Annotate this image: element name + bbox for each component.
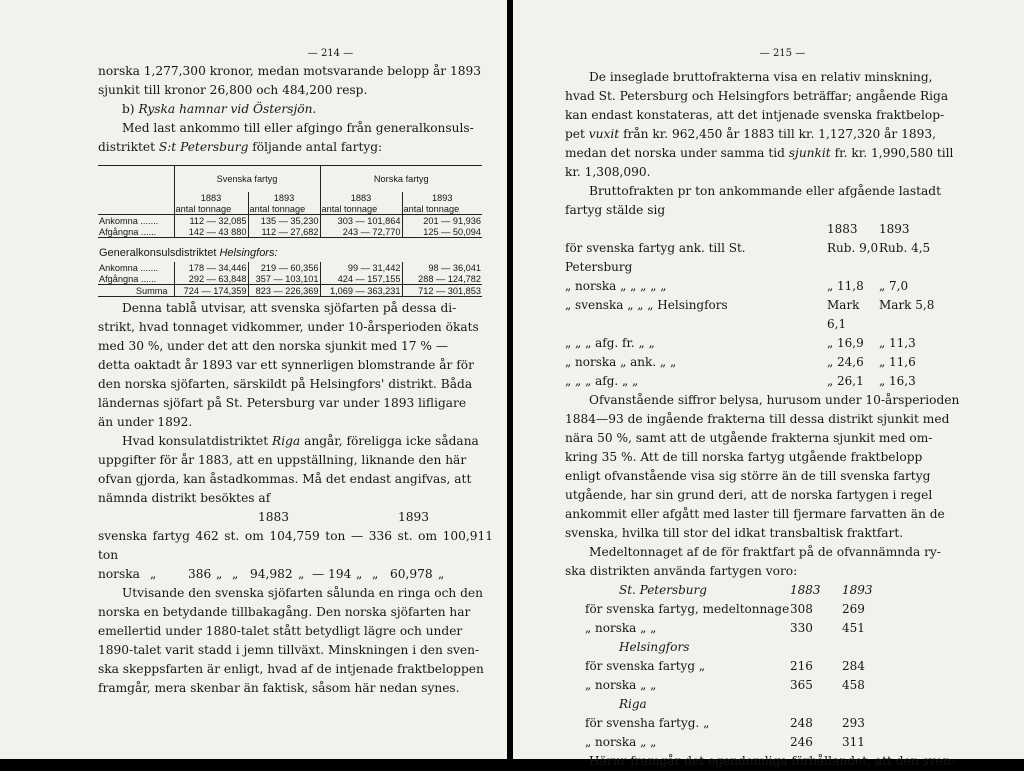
row-label: Afgångna ...... bbox=[98, 226, 174, 238]
value: 284 bbox=[842, 659, 865, 673]
stat-line-norwegian bbox=[98, 565, 493, 584]
table-cell: 142 — 43 880 bbox=[174, 226, 248, 238]
text-line: kan endast konstateras, att det intjenade svenska fraktbelop- bbox=[565, 108, 945, 122]
row-label: „ norska „ „ bbox=[585, 735, 657, 749]
page-number-right: — 215 — bbox=[759, 48, 806, 59]
year-header: 1893 bbox=[402, 192, 482, 203]
text-span: pet bbox=[565, 127, 589, 141]
group-header-norwegian: Norska fartyg bbox=[320, 166, 482, 193]
text-line: ankommit eller afgått med laster till fjermare farvatten än de bbox=[565, 507, 945, 521]
table-cell: 178 — 34,446 bbox=[174, 262, 248, 273]
text-line: ländernas sjöfart på St. Petersburg var under 1893 lifligare bbox=[98, 396, 467, 410]
text-line: svenska, hvilka till stor del idkat transbaltisk fraktfart. bbox=[565, 526, 904, 540]
page-number-left: — 214 — bbox=[307, 48, 354, 59]
table-cell: 201 — 91,936 bbox=[402, 215, 482, 227]
text-line: uppgifter för år 1883, att en uppställning, liknande den här bbox=[98, 453, 467, 467]
rate-label: „ „ „ afg. fr. „ „ bbox=[565, 336, 655, 350]
district-heading: Helsingfors bbox=[619, 640, 690, 654]
group-title-helsingfors bbox=[98, 238, 482, 263]
value bbox=[790, 638, 842, 657]
text-line bbox=[565, 125, 1000, 144]
text-italic: S:t Petersburg bbox=[158, 140, 249, 154]
table-cell: 112 — 27,682 bbox=[248, 226, 320, 238]
freight-rate-table bbox=[565, 220, 1000, 391]
table-cell: 98 — 36,041 bbox=[402, 262, 482, 273]
table-row bbox=[98, 215, 482, 227]
sub-header-antal: antal bbox=[321, 203, 342, 214]
text-line: än under 1892. bbox=[98, 415, 193, 429]
text-line: framgår, mera skenbar än faktisk, såsom här nedan synes. bbox=[98, 681, 460, 695]
years-row bbox=[98, 508, 493, 527]
text-line: norska 1,277,300 kronor, medan motsvarande belopp år 1893 bbox=[98, 64, 481, 78]
text-line: emellertid under 1880-talet stått betydligt lägre och under bbox=[98, 624, 463, 638]
rate-value: Mark 6,1 bbox=[827, 298, 860, 331]
text-line: hvad St. Petersburg och Helsingfors beträffar; angående Riga bbox=[565, 89, 949, 103]
table-cell: 243 — 72,770 bbox=[320, 226, 402, 238]
text-line: Medeltonnaget af de för fraktfart på de ofvannämnda ry- bbox=[589, 545, 941, 559]
mean-tonnage-table bbox=[585, 581, 1000, 752]
text-line: Härur framgår det egendomliga förhållandet, att den sven- bbox=[589, 754, 955, 768]
table-corner bbox=[98, 166, 174, 193]
stat-cell: „ bbox=[150, 567, 157, 581]
text-span: fr. kr. 1,990,580 till bbox=[830, 146, 954, 160]
text-line: utgående, har sin grund deri, att de norska fartygen i regel bbox=[565, 488, 933, 502]
sub-header bbox=[248, 203, 320, 215]
sub-header bbox=[320, 203, 402, 215]
year-label: 1883 bbox=[258, 510, 290, 524]
table-cell: 99 — 31,442 bbox=[320, 262, 402, 273]
rate-label: „ norska „ „ „ „ „ bbox=[565, 279, 667, 293]
table-cell: 125 — 50,094 bbox=[402, 226, 482, 238]
text-line: nära 50 %, samt att de utgående frakterna sjunkit med om- bbox=[565, 431, 933, 445]
text-line: ska skeppsfarten är enligt, hvad af de intjenade fraktbeloppen bbox=[98, 662, 484, 676]
table-row bbox=[98, 262, 482, 273]
year-header: 1883 bbox=[790, 583, 821, 597]
text-line: kr. 1,308,090. bbox=[565, 165, 651, 179]
value: 293 bbox=[842, 716, 865, 730]
value: 458 bbox=[842, 678, 865, 692]
rate-value: „ 11,8 bbox=[827, 279, 864, 293]
text-line bbox=[98, 138, 493, 157]
text-line: Ofvanstående siffror belysa, hurusom under 10-årsperioden bbox=[589, 393, 960, 407]
rate-label: „ norska „ ank. „ „ bbox=[565, 355, 677, 369]
rate-value: „ 11,3 bbox=[879, 336, 916, 350]
value: 246 bbox=[790, 735, 813, 749]
value: 216 bbox=[790, 659, 813, 673]
year-label: 1893 bbox=[398, 510, 430, 524]
right-page bbox=[513, 0, 1024, 768]
sub-header-antal: antal bbox=[175, 203, 196, 214]
spacer bbox=[98, 508, 258, 527]
text-line bbox=[98, 432, 493, 451]
spacer bbox=[761, 353, 827, 372]
row-label: „ norska „ „ bbox=[585, 678, 657, 692]
text-line: enligt ofvanstående visa sig större än de till svenska fartyg bbox=[565, 469, 931, 483]
rate-value: „ 16,9 bbox=[827, 336, 864, 350]
value: 269 bbox=[842, 602, 865, 616]
value: 308 bbox=[790, 602, 813, 616]
rate-value: Rub. 9,0 bbox=[827, 241, 879, 255]
row-label: för svenska fartyg „ bbox=[585, 659, 706, 673]
text-italic: vuxit bbox=[588, 127, 620, 141]
spacer bbox=[761, 277, 827, 296]
text-line: sjunkit till kronor 26,800 och 484,200 resp. bbox=[98, 83, 368, 97]
stat-cell: norska bbox=[98, 567, 140, 581]
group-title-italic: Helsingfors: bbox=[219, 247, 278, 259]
row-label: Ankomna ....... bbox=[99, 215, 159, 226]
stat-cell: — 194 bbox=[312, 567, 352, 581]
rate-label: „ „ „ afg. „ „ bbox=[565, 374, 639, 388]
stat-cell: „ bbox=[438, 567, 445, 581]
text-line: ska distrikten använda fartygen voro: bbox=[565, 564, 798, 578]
text-span: från kr. 962,450 år 1883 till kr. 1,127,320 år 1893, bbox=[619, 127, 936, 141]
stat-cell: „ bbox=[216, 567, 223, 581]
text-line: strikt, hvad tonnaget vidkommer, under 10-årsperioden ökats bbox=[98, 320, 479, 334]
row-label: Ankomna ....... bbox=[99, 262, 159, 273]
left-page bbox=[0, 0, 507, 759]
sub-header bbox=[402, 203, 482, 215]
stat-cell: 60,978 bbox=[390, 567, 433, 581]
district-heading: Riga bbox=[619, 697, 647, 711]
stat-line-swedish: svenska fartyg 462 st. om 104,759 ton — 336 st. om 100,911 ton bbox=[98, 529, 493, 562]
stat-cell: „ bbox=[356, 567, 363, 581]
text-italic: Riga bbox=[272, 434, 301, 448]
group-header-swedish: Svenska fartyg bbox=[174, 166, 320, 193]
row-label: Summa bbox=[98, 285, 174, 297]
text-line: med 30 %, under det att den norska sjunkit med 17 % — bbox=[98, 339, 449, 353]
district-heading: St. Petersburg bbox=[619, 583, 707, 597]
table-cell: 712 — 301,853 bbox=[402, 285, 482, 297]
spacer bbox=[761, 220, 827, 239]
table-cell: 135 — 35,230 bbox=[248, 215, 320, 227]
year-header: 1883 bbox=[827, 222, 858, 236]
stat-cell: „ bbox=[372, 567, 379, 581]
row-label: Afgångna ...... bbox=[98, 273, 174, 285]
rate-value: „ 7,0 bbox=[879, 279, 909, 293]
rate-label: „ svenska „ „ „ Helsingfors bbox=[565, 298, 728, 312]
spacer bbox=[761, 296, 827, 334]
text-span: angår, föreligga icke sådana bbox=[300, 434, 479, 448]
spacer bbox=[761, 334, 827, 353]
value: 248 bbox=[790, 716, 813, 730]
table-cell: 292 — 63,848 bbox=[174, 273, 248, 285]
sub-header-tonnage: tonnage bbox=[344, 203, 378, 214]
year-header: 1893 bbox=[842, 583, 873, 597]
text-span: medan det norska under samma tid bbox=[565, 146, 789, 160]
value bbox=[842, 638, 894, 657]
spacer bbox=[761, 239, 827, 277]
value: 330 bbox=[790, 621, 813, 635]
section-heading-b bbox=[98, 100, 493, 119]
stat-cell: 386 bbox=[188, 567, 212, 581]
text-line: De inseglade bruttofrakterna visa en relativ minskning, bbox=[589, 70, 933, 84]
table-row bbox=[98, 226, 482, 238]
shipping-table bbox=[98, 165, 482, 297]
row-label: för svenska fartyg, medeltonnage bbox=[585, 602, 790, 616]
group-title-text: Generalkonsulsdistriktet bbox=[99, 247, 220, 259]
sub-header-antal: antal bbox=[403, 203, 424, 214]
spacer bbox=[761, 372, 827, 391]
text-span: distriktet bbox=[98, 140, 159, 154]
row-label: „ norska „ „ bbox=[585, 621, 657, 635]
text-italic: sjunkit bbox=[788, 146, 831, 160]
year-header: 1893 bbox=[879, 222, 910, 236]
table-cell: 219 — 60,356 bbox=[248, 262, 320, 273]
sub-header-antal: antal bbox=[249, 203, 270, 214]
spacer bbox=[565, 220, 761, 239]
rate-label: för svenska fartyg ank. till St. Petersburg bbox=[565, 241, 746, 274]
value: 365 bbox=[790, 678, 813, 692]
table-cell: 303 — 101,864 bbox=[320, 215, 402, 227]
text-line: fartyg stälde sig bbox=[565, 203, 666, 217]
year-header: 1883 bbox=[320, 192, 402, 203]
year-header: 1893 bbox=[248, 192, 320, 203]
text-line: Med last ankommo till eller afgingo från generalkonsuls- bbox=[122, 121, 474, 135]
table-cell: 724 — 174,359 bbox=[174, 285, 248, 297]
text-line: Bruttofrakten pr ton ankommande eller afgående lastadt bbox=[589, 184, 941, 198]
text-span: följande antal fartyg: bbox=[248, 140, 383, 154]
text-line bbox=[565, 144, 1000, 163]
text-line: 1884—93 de ingående frakterna till dessa distrikt sjunkit med bbox=[565, 412, 950, 426]
value: 451 bbox=[842, 621, 865, 635]
text-line: norska en betydande tillbakagång. Den norska sjöfarten har bbox=[98, 605, 471, 619]
rate-value: „ 24,6 bbox=[827, 355, 864, 369]
text-line: kring 35 %. Att de till norska fartyg utgående fraktbelopp bbox=[565, 450, 923, 464]
rate-value: „ 26,1 bbox=[827, 374, 864, 388]
table-row-total bbox=[98, 285, 482, 297]
table-cell: 424 — 157,155 bbox=[320, 273, 402, 285]
year-header: 1883 bbox=[174, 192, 248, 203]
text-line: ofvan gjorda, kan åstadkommas. Må det endast angifvas, att bbox=[98, 472, 472, 486]
sub-header-tonnage: tonnage bbox=[272, 203, 306, 214]
table-spacer bbox=[98, 192, 174, 203]
table-cell: 1,069 — 363,231 bbox=[320, 285, 402, 297]
rate-value: Mark 5,8 bbox=[879, 298, 935, 312]
stat-cell: „ bbox=[298, 567, 305, 581]
text-line: 1890-talet varit stadd i jemn tillväxt. Minskningen i den sven- bbox=[98, 643, 480, 657]
text-line: Utvisande den svenska sjöfarten sålunda en ringa och den bbox=[122, 586, 483, 600]
row-label: för svensha fartyg. „ bbox=[585, 716, 710, 730]
table-spacer bbox=[98, 203, 174, 215]
sub-header-tonnage: tonnage bbox=[198, 203, 232, 214]
heading-prefix: b) bbox=[122, 102, 139, 116]
rate-value: „ 11,6 bbox=[879, 355, 916, 369]
table-cell: 823 — 226,369 bbox=[248, 285, 320, 297]
text-line: detta oaktadt år 1893 var ett synnerligen blomstrande år för bbox=[98, 358, 474, 372]
text-line: nämnda distrikt besöktes af bbox=[98, 491, 271, 505]
rate-value: „ 16,3 bbox=[879, 374, 916, 388]
text-line: Denna tablå utvisar, att svenska sjöfarten på dessa di- bbox=[122, 301, 457, 315]
table-row bbox=[98, 273, 482, 285]
heading-italic: Ryska hamnar vid Östersjön. bbox=[138, 102, 317, 116]
text-span: Hvad konsulatdistriktet bbox=[122, 434, 273, 448]
value bbox=[790, 695, 842, 714]
stat-cell: 94,982 bbox=[250, 567, 293, 581]
value bbox=[842, 695, 894, 714]
sub-header-tonnage: tonnage bbox=[426, 203, 460, 214]
sub-header bbox=[174, 203, 248, 215]
table-cell: 288 — 124,782 bbox=[402, 273, 482, 285]
value: 311 bbox=[842, 735, 865, 749]
table-cell: 112 — 32,085 bbox=[174, 215, 248, 227]
text-line: den norska sjöfarten, särskildt på Helsingfors' distrikt. Båda bbox=[98, 377, 473, 391]
stat-cell: „ bbox=[232, 567, 239, 581]
rate-value: Rub. 4,5 bbox=[879, 241, 931, 255]
table-cell: 357 — 103,101 bbox=[248, 273, 320, 285]
